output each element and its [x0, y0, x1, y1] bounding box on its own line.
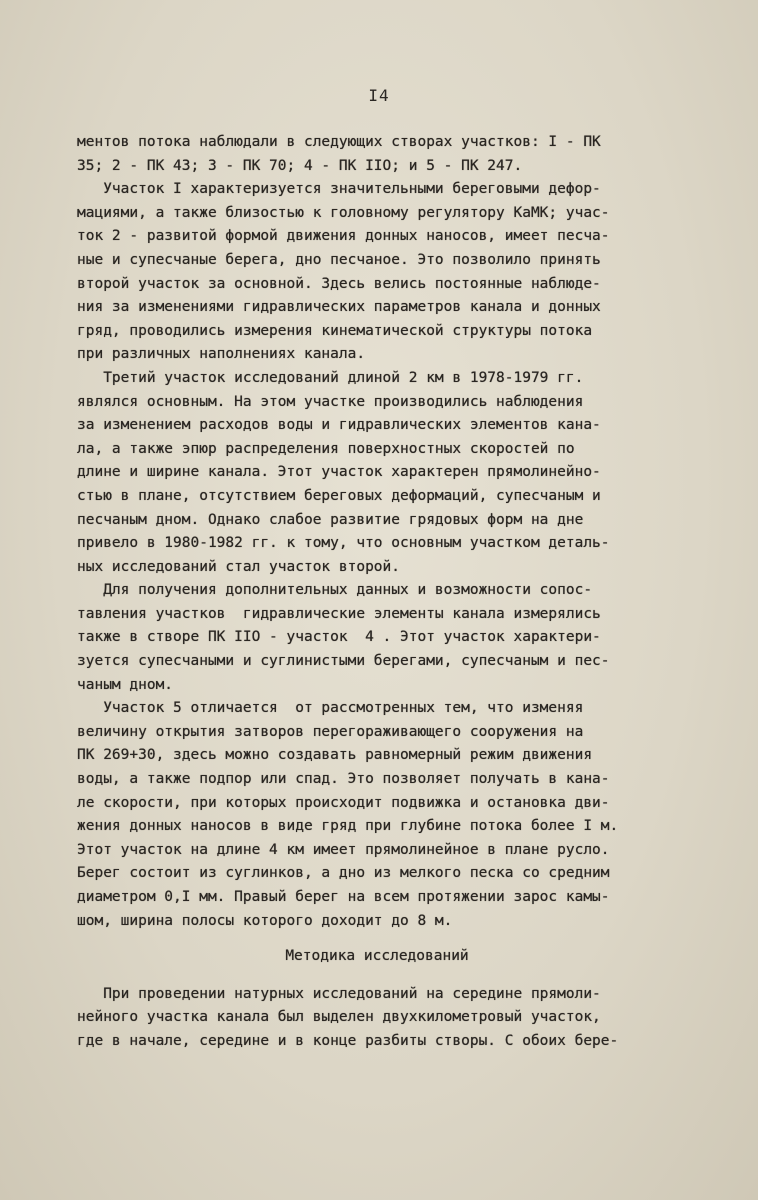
text-line: Участок I характеризуется значительными береговыми дефор- [77, 181, 601, 198]
text-line: шом, ширина полосы которого доходит до 8 м. [77, 912, 453, 929]
text-line: гряд, проводились измерения кинематической структуры потока [77, 322, 593, 339]
text-line: ле скорости, при которых происходит подвижка и остановка дви- [77, 794, 610, 811]
text-line: нейного участка канала был выделен двухкилометровый участок, [77, 1009, 601, 1026]
text-line: Этот участок на длине 4 км имеет прямолинейное в плане русло. [77, 841, 610, 858]
text-line: где в начале, середине и в конце разбиты створы. С обоих бере- [77, 1032, 619, 1049]
text-line: ментов потока наблюдали в следующих створах участков: I - ПК [77, 134, 601, 150]
text-line: Участок 5 отличается от рассмотренных тем, что изменяя [77, 700, 584, 717]
page-number: I4 [368, 86, 390, 105]
text-line: ных исследований стал участок второй. [77, 558, 401, 575]
paragraph-2 [77, 178, 677, 367]
paragraph-6 [77, 983, 677, 1054]
text-line: При проведении натурных исследований на середине прямоли- [77, 985, 601, 1002]
text-line: тавления участков гидравлические элементы канала измерялись [77, 605, 601, 622]
text-line: ла, а также эпюр распределения поверхностных скоростей по [77, 440, 575, 457]
text-line: ния за изменениями гидравлических параметров канала и донных [77, 299, 601, 316]
text-line: воды, а также подпор или спад. Это позволяет получать в кана- [77, 771, 610, 788]
text-line: величину открытия затворов перегораживающего сооружения на [77, 723, 584, 740]
text-line: также в створе ПК IIO - участок 4 . Этот участок характери- [77, 629, 601, 646]
paragraph-3 [77, 367, 677, 579]
text-line: Для получения дополнительных данных и возможности сопос- [77, 582, 593, 599]
text-line: ные и супесчаные берега, дно песчаное. Это позволило принять [77, 251, 601, 268]
text-line: Третий участок исследований длиной 2 км в 1978-1979 гг. [77, 369, 584, 386]
body-text [77, 131, 677, 1054]
paragraph-1 [77, 131, 677, 178]
text-line: 35; 2 - ПК 43; 3 - ПК 70; 4 - ПК IIO; и 5 - ПК 247. [77, 157, 523, 174]
text-line: являлся основным. На этом участке производились наблюдения [77, 393, 584, 410]
section-heading: Методика исследований [285, 948, 469, 965]
paragraph-5 [77, 697, 677, 933]
text-line: второй участок за основной. Здесь велись постоянные наблюде- [77, 275, 601, 292]
text-line: чаным дном. [77, 676, 174, 693]
text-line: песчаным дном. Однако слабое развитие грядовых форм на дне [77, 511, 584, 528]
text-line: ПК 269+30, здесь можно создавать равномерный режим движения [77, 747, 593, 764]
text-line: жения донных наносов в виде гряд при глубине потока более I м. [77, 818, 619, 835]
text-line: диаметром 0,I мм. Правый берег на всем протяжении зарос камы- [77, 889, 610, 905]
text-line: стью в плане, отсутствием береговых деформаций, супесчаным и [77, 487, 601, 504]
text-line: привело в 1980-1982 гг. к тому, что основным участком деталь- [77, 535, 610, 552]
text-line: Берег состоит из суглинков, а дно из мелкого песка со средним [77, 865, 610, 882]
paragraph-4 [77, 579, 677, 697]
text-line: ток 2 - развитой формой движения донных наносов, имеет песча- [77, 228, 610, 245]
text-line: при различных наполнениях канала. [77, 346, 366, 363]
text-line: длине и ширине канала. Этот участок характерен прямолинейно- [77, 464, 601, 481]
text-line: мациями, а также близостью к головному регулятору КаМК; учас- [77, 204, 610, 221]
text-line: зуется супесчаными и суглинистыми берегами, супесчаным и пес- [77, 653, 610, 670]
text-line: за изменением расходов воды и гидравлических элементов кана- [77, 417, 601, 434]
